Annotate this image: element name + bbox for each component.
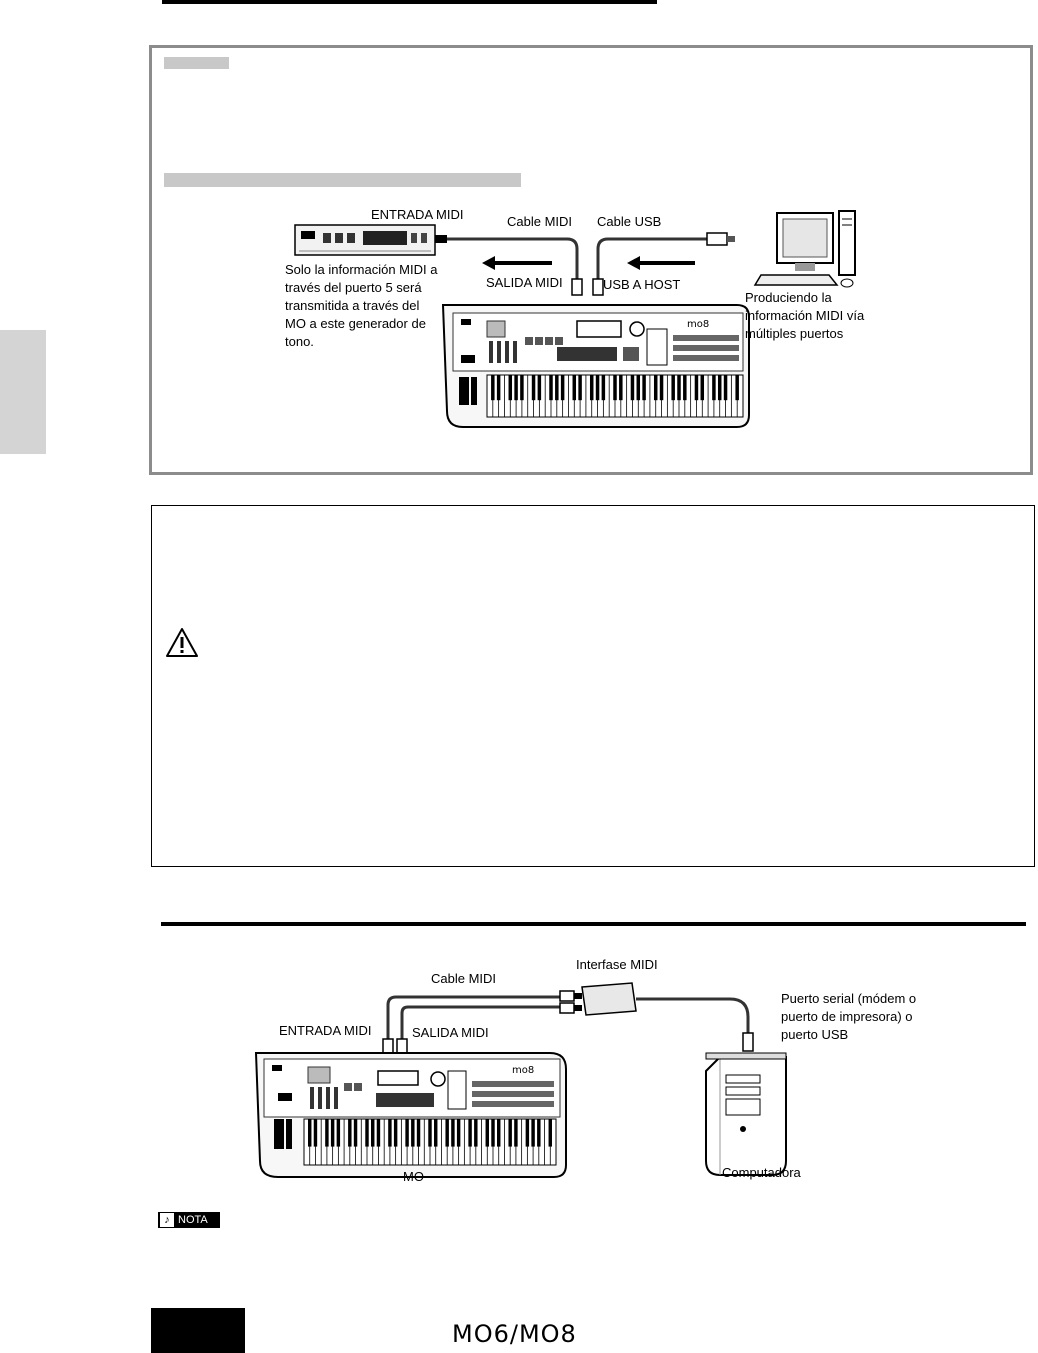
note-left-line: transmitida a través del <box>285 298 420 313</box>
black-key <box>474 1119 477 1147</box>
black-key <box>590 375 593 400</box>
section-rule <box>161 922 1026 926</box>
label-midi-in: ENTRADA MIDI <box>279 1023 372 1038</box>
black-key <box>637 375 640 400</box>
black-key <box>718 375 721 400</box>
black-key <box>619 375 622 400</box>
label-midi-out: SALIDA MIDI <box>412 1025 489 1040</box>
nota-badge <box>158 1212 220 1228</box>
black-key <box>531 1119 534 1147</box>
tower-computer-image <box>706 1053 786 1175</box>
usb-plug-host-icon <box>593 279 603 295</box>
footer-logo: MO6/MO8 <box>452 1320 577 1348</box>
mo-keyboard-image <box>443 305 749 427</box>
warning-icon <box>165 627 199 659</box>
black-key <box>677 375 680 400</box>
label-interface: Interfase MIDI <box>576 957 658 972</box>
label-usb-host: USB A HOST <box>603 277 681 292</box>
label-cable-usb: Cable USB <box>597 214 662 229</box>
black-key <box>377 1119 380 1147</box>
top-rule <box>162 0 657 4</box>
black-key <box>561 375 564 400</box>
black-key <box>660 375 663 400</box>
midi-plug-out-icon <box>572 279 582 295</box>
music-note-icon: ♪ <box>160 1213 174 1227</box>
black-key <box>491 1119 494 1147</box>
black-key <box>537 1119 540 1147</box>
black-key <box>314 1119 317 1147</box>
black-key <box>508 1119 511 1147</box>
label-midi-out: SALIDA MIDI <box>486 275 563 290</box>
label-mo: MO <box>403 1169 424 1184</box>
subheading-bar <box>164 173 521 187</box>
note-port-line: Puerto serial (módem o <box>781 991 917 1006</box>
label-computer: Computadora <box>722 1165 801 1180</box>
black-key <box>417 1119 420 1147</box>
tone-generator-image <box>295 225 435 255</box>
black-key <box>457 1119 460 1147</box>
arrow-left-usb-icon <box>627 256 640 270</box>
note-port-line: puerto de impresora) o <box>781 1009 913 1024</box>
note-left-line: través del puerto 5 será <box>285 280 422 295</box>
black-key <box>596 375 599 400</box>
black-key <box>520 375 523 400</box>
black-key <box>549 375 552 400</box>
svg-text:mo8: mo8 <box>512 1065 535 1076</box>
black-key <box>532 375 535 400</box>
black-key <box>613 375 616 400</box>
label-cable-midi: Cable MIDI <box>507 214 573 229</box>
black-key <box>526 1119 529 1147</box>
black-key <box>712 375 715 400</box>
black-key <box>411 1119 414 1147</box>
black-key <box>724 375 727 400</box>
black-key <box>394 1119 397 1147</box>
label-cable-midi: Cable MIDI <box>431 971 497 986</box>
black-key <box>486 1119 489 1147</box>
black-key <box>468 1119 471 1147</box>
black-key <box>602 375 605 400</box>
label-midi-in: ENTRADA MIDI <box>371 207 464 222</box>
black-key <box>514 1119 517 1147</box>
note-right-line: información MIDI vía <box>745 308 865 323</box>
black-key <box>388 1119 391 1147</box>
computer-image <box>755 211 855 287</box>
black-key <box>451 1119 454 1147</box>
black-key <box>491 375 494 400</box>
diagram-midi-interface-connection <box>250 953 936 1185</box>
black-key <box>371 1119 374 1147</box>
side-tab <box>0 330 46 454</box>
black-key <box>514 375 517 400</box>
nota-label: NOTA <box>178 1214 208 1226</box>
black-key <box>337 1119 340 1147</box>
black-key <box>331 1119 334 1147</box>
black-key <box>578 375 581 400</box>
black-key <box>348 1119 351 1147</box>
black-key <box>428 1119 431 1147</box>
caution-box <box>151 505 1035 867</box>
black-key <box>683 375 686 400</box>
black-key <box>735 375 738 400</box>
note-left-line: MO a este generador de <box>285 316 426 331</box>
computer-plug-icon <box>743 1033 753 1051</box>
black-key <box>549 1119 552 1147</box>
note-port-line: puerto USB <box>781 1027 849 1042</box>
black-key <box>497 1119 500 1147</box>
black-key <box>325 1119 328 1147</box>
black-key <box>573 375 576 400</box>
black-key <box>497 375 500 400</box>
note-port <box>781 990 941 1044</box>
black-key <box>538 375 541 400</box>
black-key <box>365 1119 368 1147</box>
svg-text:mo8: mo8 <box>687 319 710 330</box>
black-key <box>654 375 657 400</box>
black-key <box>354 1119 357 1147</box>
note-left-line: tono. <box>285 334 314 349</box>
black-key <box>701 375 704 400</box>
note-right-line: múltiples puertos <box>745 326 844 341</box>
black-key <box>555 375 558 400</box>
midi-interface-image <box>582 983 636 1015</box>
note-right <box>745 289 905 343</box>
black-key <box>671 375 674 400</box>
black-key <box>445 1119 448 1147</box>
note-right-line: Produciendo la <box>745 290 832 305</box>
black-key <box>642 375 645 400</box>
page-number-block <box>151 1308 245 1353</box>
black-key <box>509 375 512 400</box>
black-key <box>434 1119 437 1147</box>
mo-keyboard-image <box>256 1053 566 1177</box>
note-left-line: Solo la información MIDI a <box>285 262 438 277</box>
arrow-left-icon <box>482 256 495 270</box>
note-left <box>285 261 465 351</box>
usb-plug-computer-icon <box>707 233 727 245</box>
black-key <box>631 375 634 400</box>
diagram-2-svg <box>250 953 936 1185</box>
black-key <box>695 375 698 400</box>
black-key <box>405 1119 408 1147</box>
example-heading-bar <box>164 57 229 69</box>
midi-plug-in-icon <box>435 235 447 243</box>
black-key <box>308 1119 311 1147</box>
